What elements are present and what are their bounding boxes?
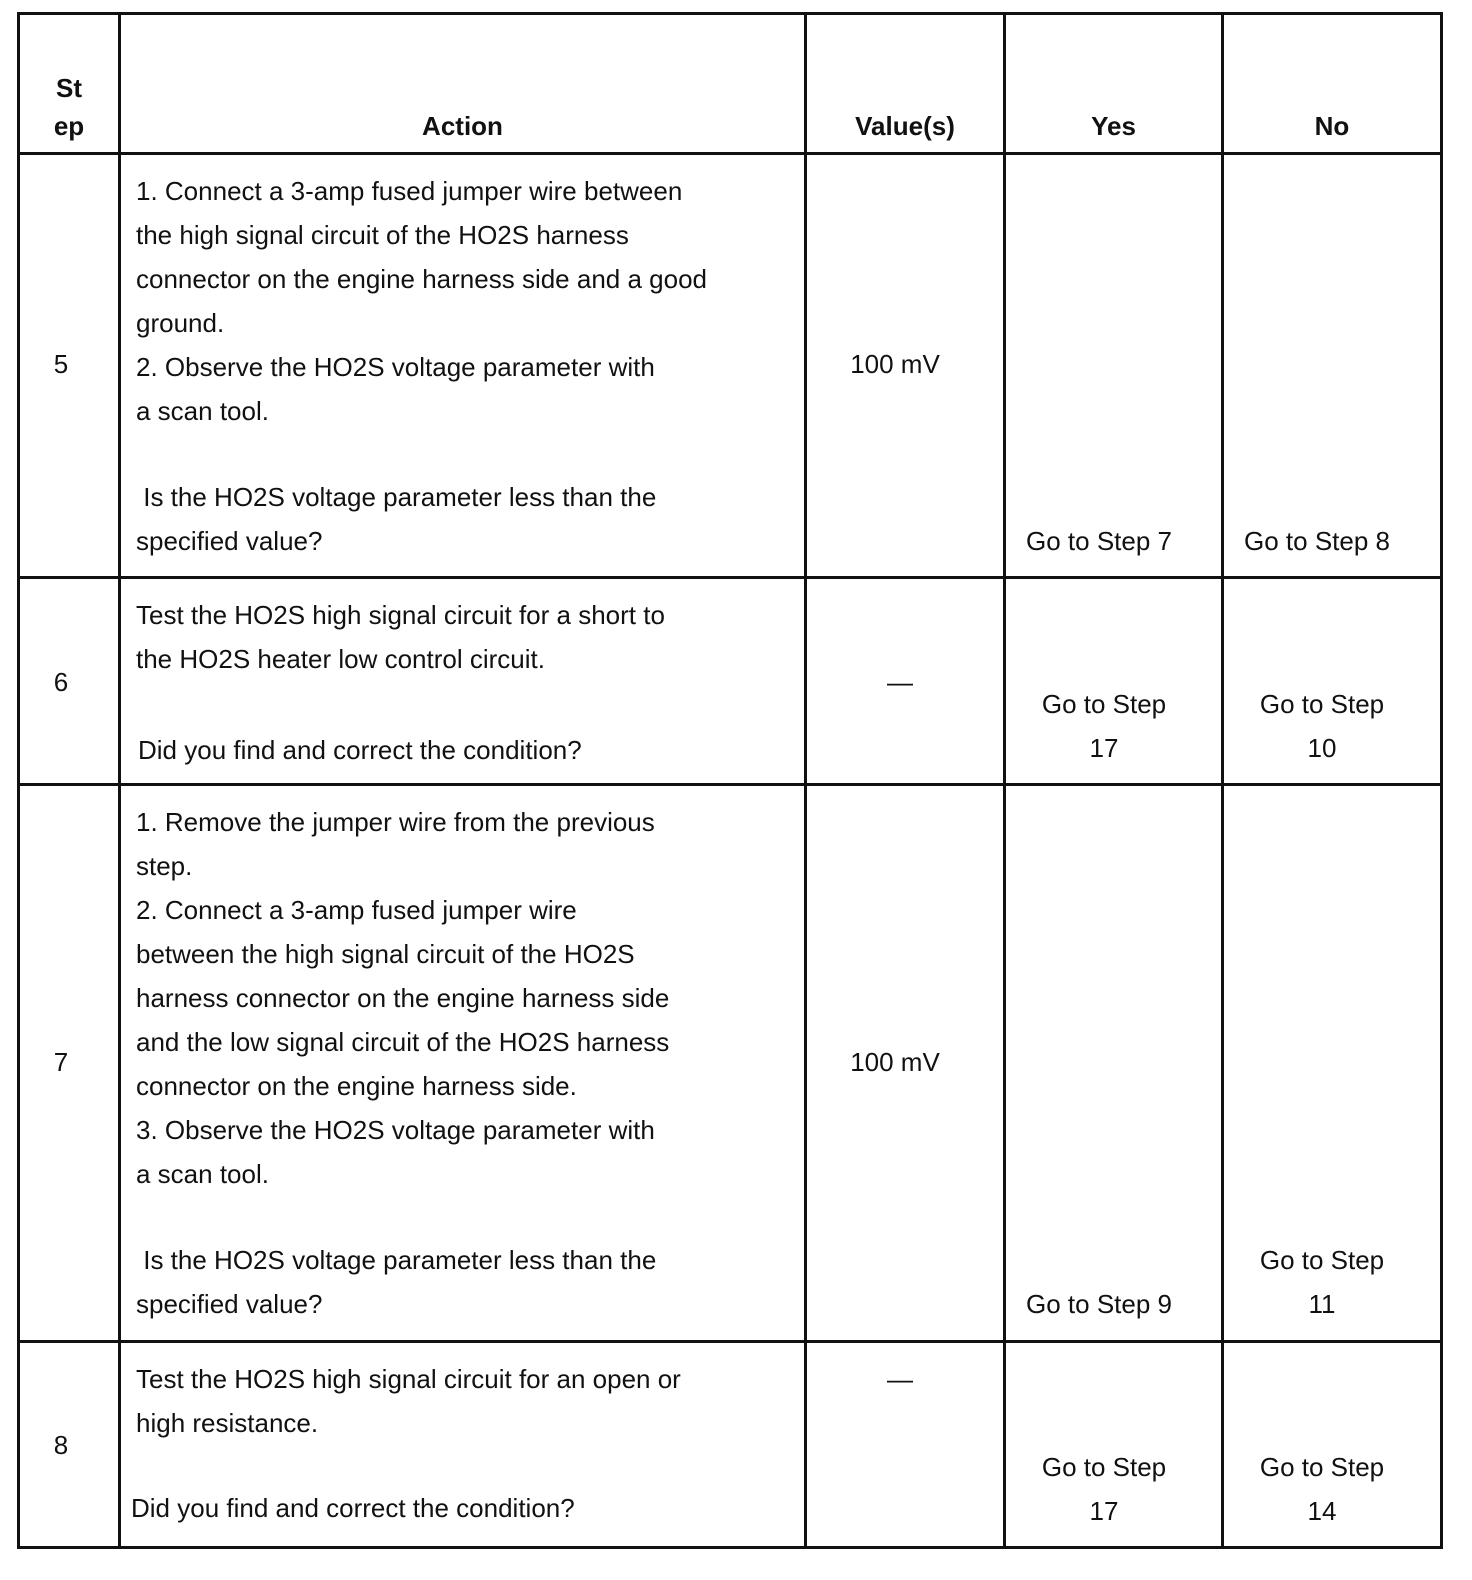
value-cell: 100 mV [850,1047,940,1077]
action-text-line: connector on the engine harness side and a good [136,264,707,294]
action-text-line: 2. Connect a 3-amp fused jumper wire [136,895,577,925]
no-cell-line: Go to Step [1259,1245,1385,1275]
row-divider [17,576,1443,579]
table-border-right [1440,12,1443,1549]
value-cell: — [887,667,913,697]
action-text-line: high resistance. [136,1408,319,1438]
action-text-line: 3. Observe the HO2S voltage parameter with [136,1115,655,1145]
value-cell: 100 mV [850,349,940,379]
header-values: Value(s) [855,111,955,141]
action-text-line: step. [136,851,193,881]
no-cell-line: 10 [1307,733,1337,763]
no-cell-line: 14 [1307,1496,1337,1526]
yes-cell-line: Go to Step 7 [1026,526,1172,556]
action-text-line: a scan tool. [136,1159,269,1189]
row-divider [17,783,1443,786]
yes-cell-line: Go to Step [1041,689,1167,719]
step-number: 8 [53,1430,69,1460]
yes-cell-line: 17 [1089,1496,1119,1526]
no-cell-line: Go to Step [1259,1452,1385,1482]
table-border-bottom [17,1546,1443,1549]
action-text-line: a scan tool. [136,396,269,426]
action-question-line: Did you find and correct the condition? [131,1493,575,1523]
table-border-left [17,12,20,1549]
action-text-line: harness connector on the engine harness side [136,983,670,1013]
value-cell: — [887,1364,913,1394]
action-question-line: Is the HO2S voltage parameter less than the [136,1245,657,1275]
table-border-top [17,12,1443,15]
action-question-line: Did you find and correct the condition? [138,735,582,765]
row-divider [17,1340,1443,1343]
action-text-line: the HO2S heater low control circuit. [136,644,545,674]
action-text-line: 2. Observe the HO2S voltage parameter with [136,352,655,382]
step-number: 7 [53,1047,69,1077]
action-text-line: 1. Remove the jumper wire from the previous [136,807,655,837]
action-text-line: Test the HO2S high signal circuit for an open or [136,1364,681,1394]
step-number: 5 [53,349,69,379]
action-text-line: and the low signal circuit of the HO2S harness [136,1027,670,1057]
header-step-line2: ep [53,111,85,141]
no-cell-line: Go to Step 8 [1244,526,1390,556]
column-divider [804,12,807,1549]
action-text-line: 1. Connect a 3-amp fused jumper wire between [136,176,683,206]
action-text-line: Test the HO2S high signal circuit for a short to [136,600,665,630]
action-question-line: specified value? [136,1289,323,1319]
header-yes: Yes [1091,111,1136,141]
header-no: No [1314,111,1350,141]
no-cell-line: Go to Step [1259,689,1385,719]
yes-cell-line: Go to Step 9 [1026,1289,1172,1319]
action-text-line: ground. [136,308,225,338]
column-divider [118,12,121,1549]
action-question-line: specified value? [136,526,323,556]
header-action: Action [422,111,503,141]
step-number: 6 [53,667,69,697]
action-text-line: connector on the engine harness side. [136,1071,577,1101]
header-divider [17,152,1443,155]
yes-cell-line: 17 [1089,733,1119,763]
action-question-line: Is the HO2S voltage parameter less than the [136,482,657,512]
no-cell-line: 11 [1308,1289,1336,1319]
action-text-line: between the high signal circuit of the HO2S [136,939,635,969]
action-text-line: the high signal circuit of the HO2S harness [136,220,629,250]
header-step-line1: St [56,73,82,103]
yes-cell-line: Go to Step [1041,1452,1167,1482]
